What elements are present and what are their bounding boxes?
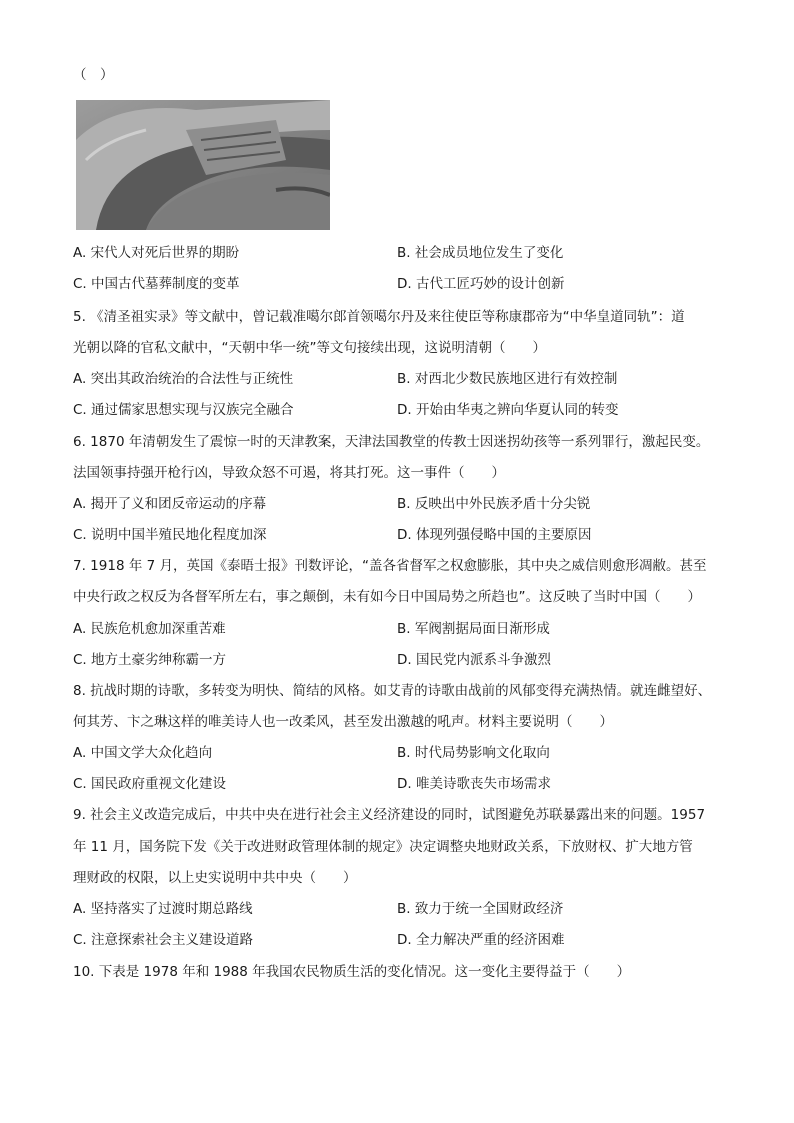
q4-option-b: B. 社会成员地位发生了变化	[397, 245, 564, 261]
q8-option-c: C. 国民政府重视文化建设	[73, 776, 227, 792]
q7-stem-line-1: 7. 1918 年 7 月，英国《泰晤士报》刊数评论，“盖各省督军之权愈膨胀，其中央之威信则愈形凋敝。甚至	[73, 558, 707, 574]
q8-option-a: A. 中国文学大众化趋向	[73, 745, 213, 761]
q7-option-a: A. 民族危机愈加深重苦难	[73, 621, 226, 637]
q5-stem-line-1: 5. 《清圣祖实录》等文献中，曾记载准噶尔郎首领噶尔丹及来往使臣等称康郡帝为“中华皇道同轨”：道	[73, 309, 685, 325]
q6-stem-line-1: 6. 1870 年清朝发生了震惊一时的天津教案，天津法国教堂的传教士因迷拐幼孩等一系列罪行，激起民变。	[73, 434, 710, 450]
q6-stem-line-2: 法国领事持强开枪行凶，导致众怒不可遏，将其打死。这一事件（ ）	[73, 465, 505, 481]
q7-stem-line-2: 中央行政之权反为各督军所左右，事之颠倒，未有如今日中国局势之所趋也”。这反映了当时中国（ ）	[73, 589, 701, 605]
q8-option-b: B. 时代局势影响文化取向	[397, 745, 550, 761]
q7-option-c: C. 地方土豪劣绅称霸一方	[73, 652, 227, 668]
q8-stem-line-1: 8. 抗战时期的诗歌，多转变为明快、简结的风格。如艾青的诗歌由战前的风郁变得充满热情。就连雌望好、	[73, 683, 712, 699]
q7-option-d: D. 国民党内派系斗争激烈	[397, 652, 551, 668]
q4-option-d: D. 古代工匠巧妙的设计创新	[397, 276, 565, 292]
q6-option-c: C. 说明中国半殖民地化程度加深	[73, 527, 267, 543]
q9-option-c: C. 注意探索社会主义建设道路	[73, 932, 254, 948]
q6-option-b: B. 反映出中外民族矛盾十分尖锐	[397, 496, 591, 512]
q9-option-b: B. 致力于统一全国财政经济	[397, 901, 564, 917]
q8-stem-line-2: 何其芳、卞之琳这样的唯美诗人也一改柔风，甚至发出激越的吼声。材料主要说明（ ）	[73, 714, 613, 730]
q5-stem-line-2: 光朝以降的官私文献中，“天朝中华一统”等文句接续出现，这说明清朝（ ）	[73, 340, 546, 356]
q4-stem-tail: （ ）	[73, 67, 114, 83]
q9-stem-line-3: 理财政的权限，以上史实说明中共中央（ ）	[73, 870, 357, 886]
q9-option-a: A. 坚持落实了过渡时期总路线	[73, 901, 253, 917]
q10-stem-line-1: 10. 下表是 1978 年和 1988 年我国农民物质生活的变化情况。这一变化主要得益于（ ）	[73, 964, 631, 980]
q5-option-d: D. 开始由华夷之辨向华夏认同的转变	[397, 402, 619, 418]
q5-option-c: C. 通过儒家思想实现与汉族完全融合	[73, 402, 294, 418]
q9-option-d: D. 全力解决严重的经济困难	[397, 932, 565, 948]
q8-option-d: D. 唯美诗歌丧失市场需求	[397, 776, 551, 792]
q6-option-d: D. 体现列强侵略中国的主要原因	[397, 527, 592, 543]
q5-option-a: A. 突出其政治统治的合法性与正统性	[73, 371, 294, 387]
q9-stem-line-2: 年 11 月，国务院下发《关于改进财政管理体制的规定》决定调整央地财政关系，下放财权、扩大地方管	[73, 839, 693, 855]
q6-option-a: A. 揭开了义和团反帝运动的序幕	[73, 496, 267, 512]
q7-option-b: B. 军阀割据局面日渐形成	[397, 621, 550, 637]
q9-stem-line-1: 9. 社会主义改造完成后，中共中央在进行社会主义经济建设的同时，试图避免苏联暴露出来的问题。1957	[73, 807, 706, 823]
q5-option-b: B. 对西北少数民族地区进行有效控制	[397, 371, 618, 387]
tomb-photo	[76, 100, 330, 230]
q4-option-a: A. 宋代人对死后世界的期盼	[73, 245, 240, 261]
q4-option-c: C. 中国古代墓葬制度的变革	[73, 276, 240, 292]
